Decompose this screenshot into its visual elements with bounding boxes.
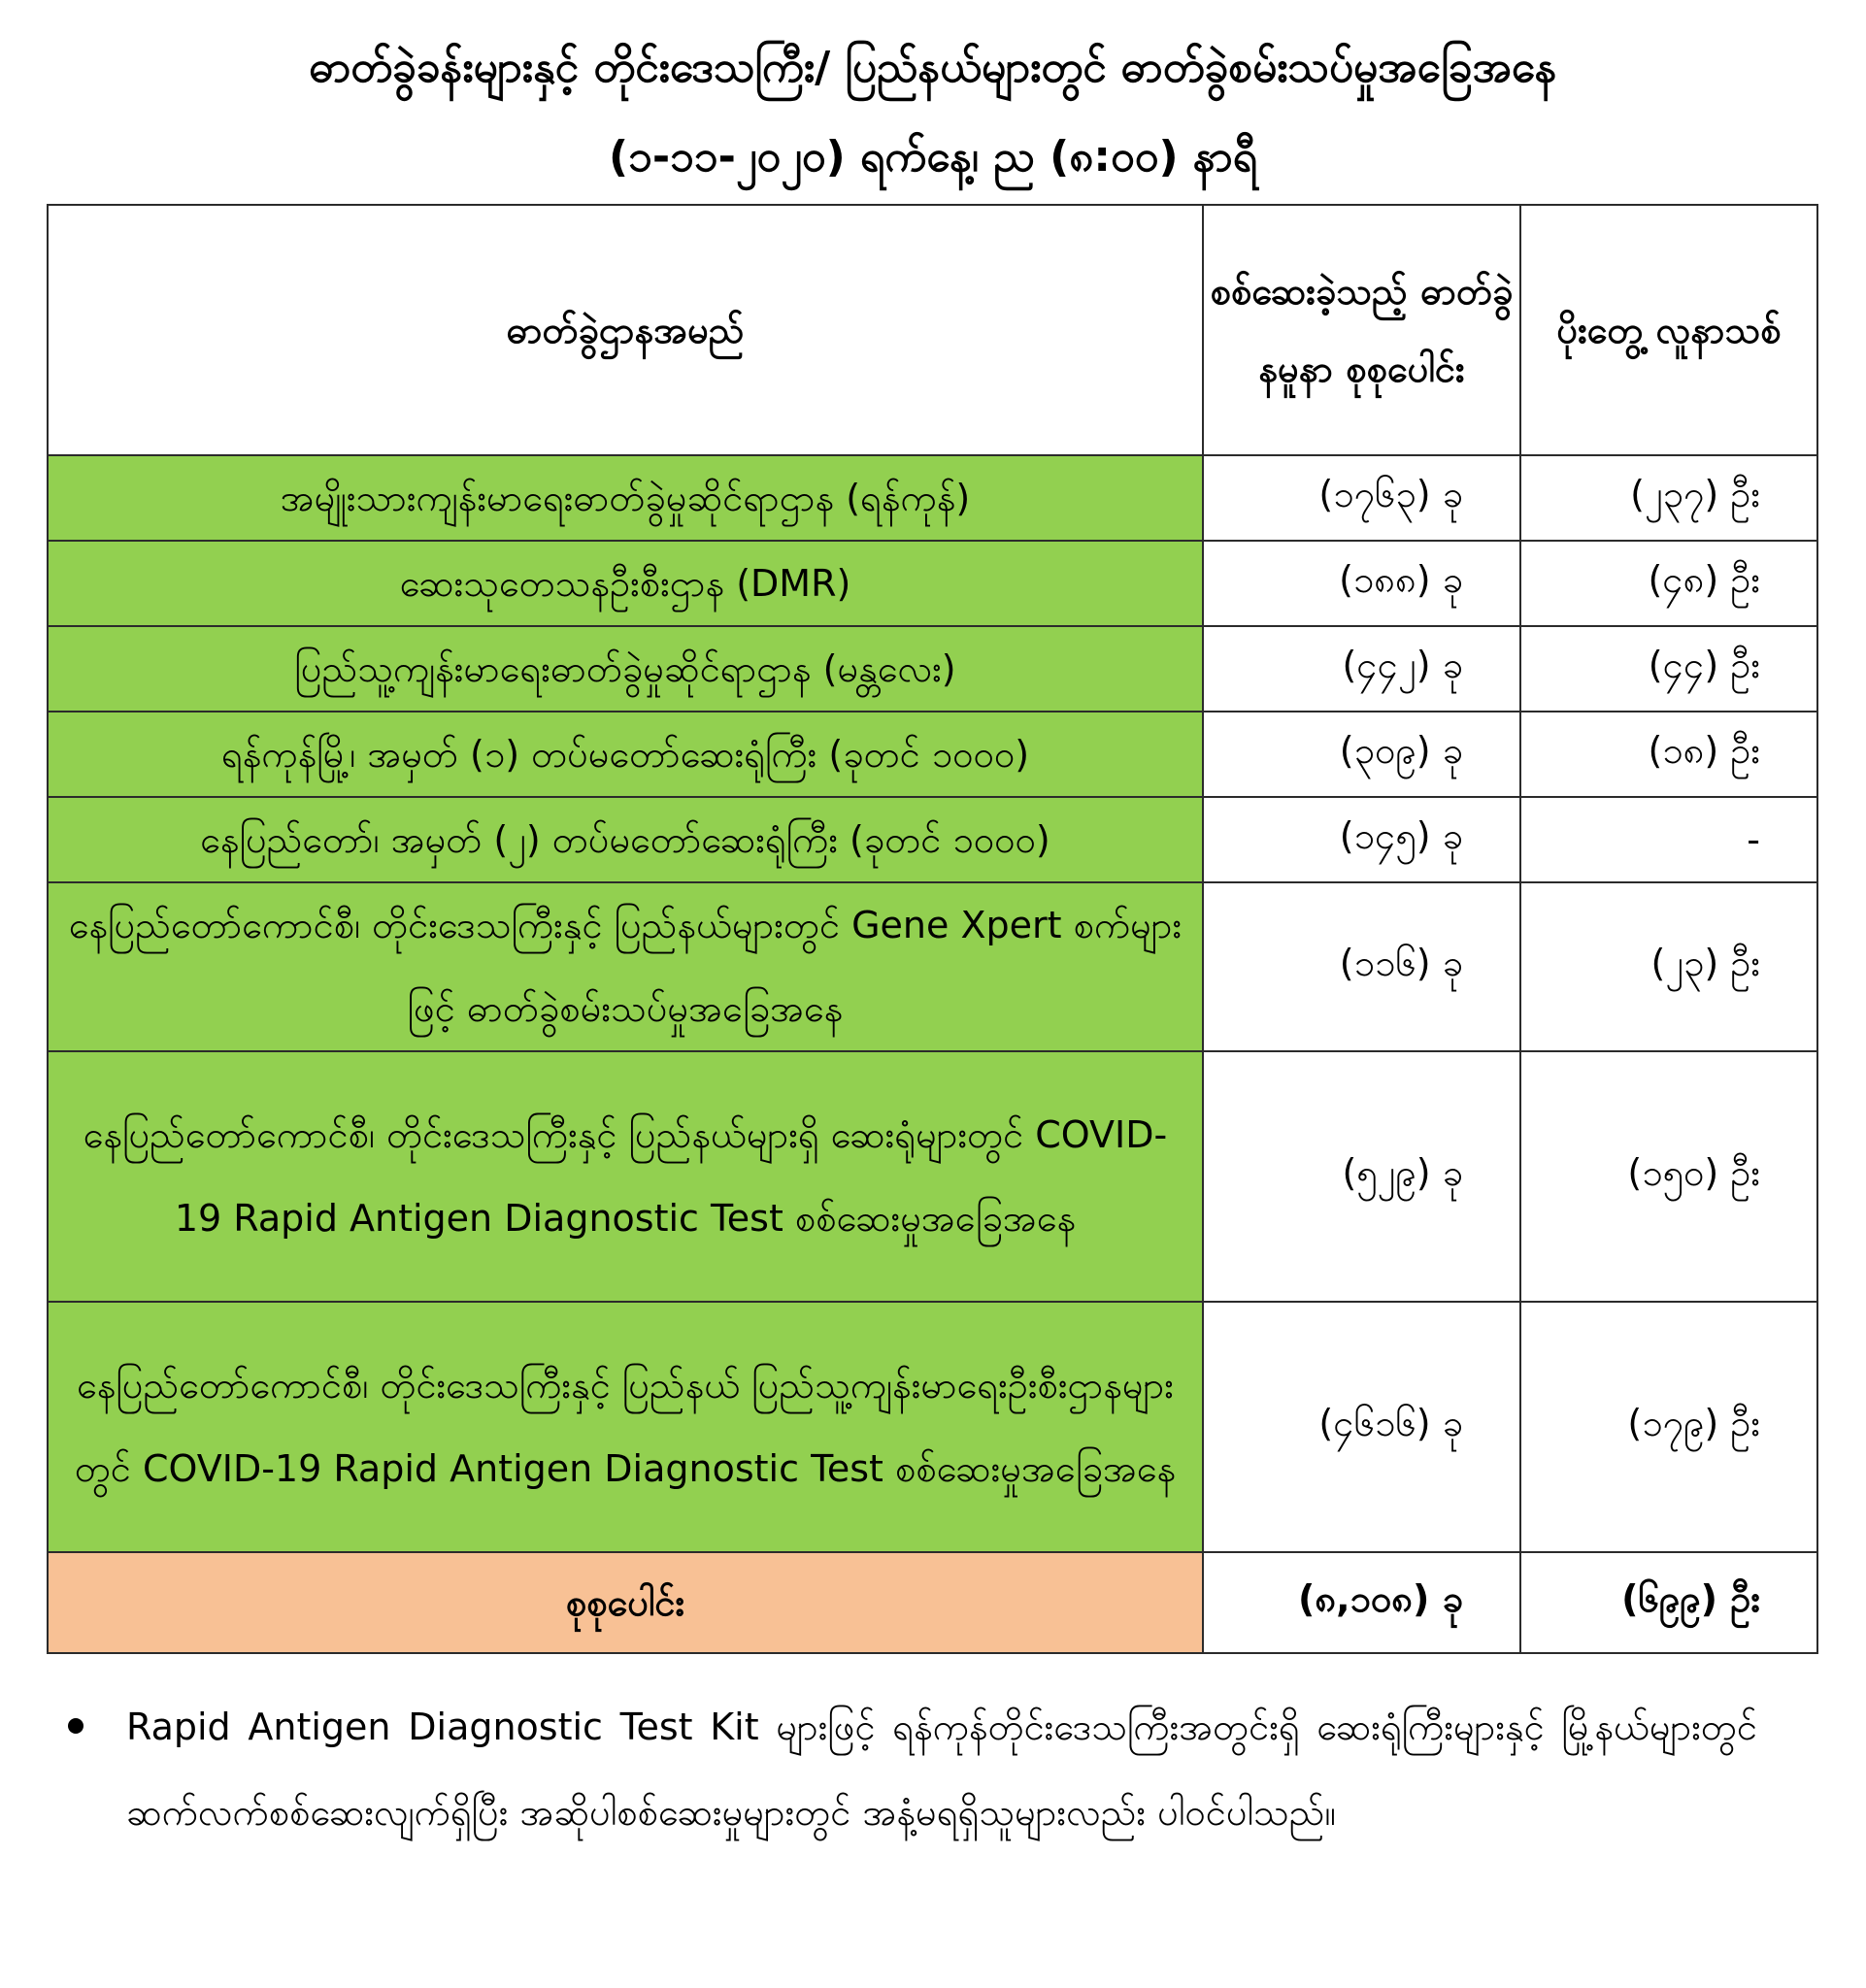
samples-cell: (၁၈၈) ခု	[1203, 541, 1520, 626]
lab-name-cell: အမျိုးသားကျန်းမာရေးဓာတ်ခွဲမှုဆိုင်ရာဌာန (ရန်ကုန်)	[48, 455, 1203, 541]
page-title: ဓာတ်ခွဲခန်းများနှင့် တိုင်းဒေသကြီး/ ပြည်နယ်များတွင် ဓာတ်ခွဲစမ်းသပ်မှုအခြေအနေ	[309, 43, 1557, 92]
positive-cell: (၁၅၀) ဦး	[1520, 1051, 1817, 1302]
header-positive: ပိုးတွေ့ လူနာသစ်	[1520, 205, 1817, 455]
positive-cell: (၁၇၉) ဦး	[1520, 1302, 1817, 1552]
header-samples: စစ်ဆေးခဲ့သည့် ဓာတ်ခွဲနမူနာ စုစုပေါင်း	[1203, 205, 1520, 455]
samples-cell: (၄၆၁၆) ခု	[1203, 1302, 1520, 1552]
table-row	[48, 797, 1817, 882]
table-row	[48, 1051, 1817, 1302]
table-row	[48, 1302, 1817, 1552]
lab-name-cell: ရန်ကုန်မြို့၊ အမှတ် (၁) တပ်မတော်ဆေးရုံကြီး (ခုတင် ၁၀၀၀)	[48, 712, 1203, 797]
samples-cell: (၁၇၆၃) ခု	[1203, 455, 1520, 541]
positive-cell: (၄၄) ဦး	[1520, 626, 1817, 712]
lab-name-cell: နေပြည်တော်၊ အမှတ် (၂) တပ်မတော်ဆေးရုံကြီး (ခုတင် ၁၀၀၀)	[48, 797, 1203, 882]
lab-name-cell: နေပြည်တော်ကောင်စီ၊ တိုင်းဒေသကြီးနှင့် ပြည်နယ်များရှိ ဆေးရုံများတွင် COVID-19 Rapid Antigen Diagnostic Test စစ်ဆေးမှုအခြေအနေ	[48, 1051, 1203, 1302]
positive-cell: (၂၃၇) ဦး	[1520, 455, 1817, 541]
samples-cell: (၄၄၂) ခု	[1203, 626, 1520, 712]
page-subtitle-date: (၁-၁၁-၂၀၂၀) ရက်နေ့၊ ည (၈:၀၀) နာရီ	[608, 132, 1258, 182]
table-row	[48, 455, 1817, 541]
positive-cell: (၂၃) ဦး	[1520, 882, 1817, 1051]
total-label: စုစုပေါင်း	[48, 1552, 1203, 1653]
total-positive: (၆၉၉) ဦး	[1520, 1552, 1817, 1653]
footnote: Rapid Antigen Diagnostic Test Kit များဖြင့် ရန်ကုန်တိုင်းဒေသကြီးအတွင်းရှိ ဆေးရုံကြီးများနှင့် မြို့နယ်များတွင် ဆက်လက်စစ်ဆေးလျက်ရှိပြီး အဆိုပါစစ်ဆေးမှုများတွင် အနံ့မရရှိသူများလည်း ပါဝင်ပါသည်။	[126, 1706, 1757, 1834]
positive-cell: (၁၈) ဦး	[1520, 712, 1817, 797]
positive-cell: (၄၈) ဦး	[1520, 541, 1817, 626]
table-row	[48, 882, 1817, 1051]
samples-cell: (၁၁၆) ခု	[1203, 882, 1520, 1051]
table-row	[48, 626, 1817, 712]
samples-cell: (၁၄၅) ခု	[1203, 797, 1520, 882]
lab-name-cell: ပြည်သူ့ကျန်းမာရေးဓာတ်ခွဲမှုဆိုင်ရာဌာန (မန္တလေး)	[48, 626, 1203, 712]
total-row	[48, 1552, 1817, 1653]
positive-cell: -	[1520, 797, 1817, 882]
samples-cell: (၅၂၉) ခု	[1203, 1051, 1520, 1302]
lab-name-cell: ဆေးသုတေသနဦးစီးဌာန (DMR)	[48, 541, 1203, 626]
lab-testing-table	[47, 204, 1818, 1654]
samples-cell: (၃၀၉) ခု	[1203, 712, 1520, 797]
table-header-row	[48, 205, 1817, 455]
bullet-icon	[68, 1718, 83, 1734]
lab-name-cell: နေပြည်တော်ကောင်စီ၊ တိုင်းဒေသကြီးနှင့် ပြည်နယ်များတွင် Gene Xpert စက်များဖြင့် ဓာတ်ခွဲစမ်းသပ်မှုအခြေအနေ	[48, 882, 1203, 1051]
header-lab-name: ဓာတ်ခွဲဌာနအမည်	[48, 205, 1203, 455]
table-row	[48, 712, 1817, 797]
lab-name-cell: နေပြည်တော်ကောင်စီ၊ တိုင်းဒေသကြီးနှင့် ပြည်နယ် ပြည်သူ့ကျန်းမာရေးဦးစီးဌာနများတွင် COVID-19 Rapid Antigen Diagnostic Test စစ်ဆေးမှုအခြေအနေ	[48, 1302, 1203, 1552]
table-row	[48, 541, 1817, 626]
total-samples: (၈,၁၀၈) ခု	[1203, 1552, 1520, 1653]
